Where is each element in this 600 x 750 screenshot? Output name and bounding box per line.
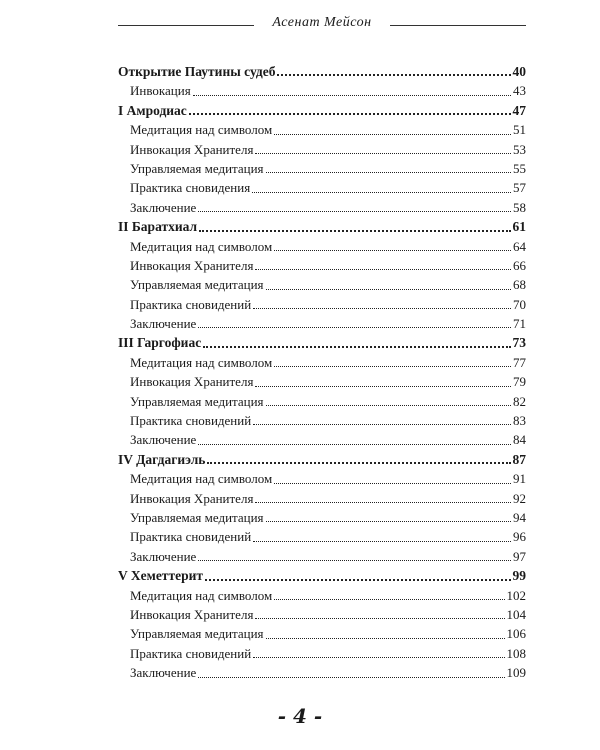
toc-subentry <box>118 624 526 643</box>
toc-page-number: 73 <box>512 335 526 351</box>
dot-leader <box>207 462 510 464</box>
toc-subentry <box>118 527 526 546</box>
toc-page-number: 97 <box>513 548 526 564</box>
toc-entry-title: Заключение <box>130 199 197 215</box>
toc-page-number: 96 <box>513 529 526 545</box>
toc-subentry <box>118 644 526 663</box>
dot-leader <box>198 677 504 678</box>
toc-subentry <box>118 508 526 527</box>
toc-subentry <box>118 256 526 275</box>
dot-leader <box>255 618 504 619</box>
toc-subentry <box>118 178 526 197</box>
toc-section-entry <box>118 217 526 236</box>
toc-subentry <box>118 547 526 566</box>
dot-leader <box>203 346 510 348</box>
toc-entry-title: III Гаргофиас <box>118 335 202 351</box>
toc-page-number: 57 <box>513 180 526 196</box>
toc-section-entry <box>118 62 526 81</box>
toc-subentry <box>118 430 526 449</box>
dot-leader <box>189 113 511 115</box>
toc-page-number: 82 <box>513 393 526 409</box>
toc-entry-title: Инвокация Хранителя <box>130 490 254 506</box>
toc-subentry <box>118 663 526 682</box>
dot-leader <box>266 289 511 290</box>
toc-page-number: 94 <box>513 509 526 525</box>
dot-leader <box>255 269 511 270</box>
table-of-contents <box>118 62 526 683</box>
toc-page-number: 70 <box>513 296 526 312</box>
dot-leader <box>274 599 504 600</box>
toc-subentry <box>118 275 526 294</box>
toc-entry-title: Управляемая медитация <box>130 509 264 525</box>
toc-entry-title: Практика сновидений <box>130 296 252 312</box>
dot-leader <box>205 579 511 581</box>
dot-leader <box>252 192 511 193</box>
dot-leader <box>198 444 511 445</box>
dot-leader <box>266 521 511 522</box>
toc-section-entry <box>118 333 526 352</box>
toc-page-number: 64 <box>513 238 526 254</box>
toc-entry-title: Медитация над символом <box>130 354 273 370</box>
dot-leader <box>274 250 511 251</box>
toc-entry-title: Инвокация <box>130 83 191 99</box>
toc-page-number: 92 <box>513 490 526 506</box>
toc-section-entry <box>118 566 526 585</box>
dot-leader <box>255 502 511 503</box>
dot-leader <box>277 74 510 76</box>
toc-page-number: 104 <box>506 606 526 622</box>
toc-entry-title: Практика сновидений <box>130 645 252 661</box>
dot-leader <box>266 405 511 406</box>
toc-page-number: 66 <box>513 257 526 273</box>
toc-page-number: 61 <box>512 219 526 235</box>
page-number: - 4 - <box>277 704 323 728</box>
toc-entry-title: Практика сновидений <box>130 529 252 545</box>
toc-page-number: 58 <box>513 199 526 215</box>
toc-page-number: 109 <box>506 665 526 681</box>
toc-subentry <box>118 81 526 100</box>
toc-subentry <box>118 159 526 178</box>
dot-leader <box>193 95 511 96</box>
dot-leader <box>274 366 511 367</box>
dot-leader <box>253 308 511 309</box>
header-rule-right <box>390 25 526 26</box>
toc-page-number: 71 <box>513 316 526 332</box>
toc-entry-title: Заключение <box>130 432 197 448</box>
toc-page-number: 91 <box>513 471 526 487</box>
toc-entry-title: Заключение <box>130 665 197 681</box>
toc-page-number: 84 <box>513 432 526 448</box>
toc-entry-title: Открытие Паутины судеб <box>118 64 276 79</box>
toc-subentry <box>118 140 526 159</box>
toc-entry-title: Управляемая медитация <box>130 160 264 176</box>
toc-entry-title: IV Дагдагиэль <box>118 451 206 467</box>
toc-page-number: 87 <box>512 451 526 467</box>
toc-entry-title: Практика сновидений <box>130 413 252 429</box>
running-title: Асенат Мейсон <box>272 15 372 30</box>
toc-subentry <box>118 392 526 411</box>
dot-leader <box>198 327 511 328</box>
dot-leader <box>199 230 510 232</box>
toc-page-number: 47 <box>512 102 526 118</box>
toc-page-number: 79 <box>513 374 526 390</box>
toc-page-number: 53 <box>513 141 526 157</box>
toc-entry-title: Медитация над символом <box>130 587 273 603</box>
running-header <box>118 14 526 36</box>
toc-section-entry <box>118 101 526 120</box>
toc-page-number: 106 <box>506 626 526 642</box>
toc-entry-title: Управляемая медитация <box>130 393 264 409</box>
toc-subentry <box>118 237 526 256</box>
dot-leader <box>198 211 511 212</box>
toc-subentry <box>118 295 526 314</box>
toc-subentry <box>118 198 526 217</box>
dot-leader <box>253 541 511 542</box>
toc-subentry <box>118 353 526 372</box>
toc-entry-title: II Баратхиал <box>118 219 198 235</box>
dot-leader <box>253 424 511 425</box>
toc-entry-title: Практика сновидения <box>130 180 251 196</box>
toc-entry-title: Медитация над символом <box>130 471 273 487</box>
toc-entry-title: I Амродиас <box>118 102 187 118</box>
toc-section-entry <box>118 450 526 469</box>
toc-page-number: 68 <box>513 277 526 293</box>
toc-subentry <box>118 586 526 605</box>
toc-page-number: 102 <box>506 587 526 603</box>
toc-page-number: 51 <box>513 122 526 138</box>
toc-page-number: 55 <box>513 160 526 176</box>
dot-leader <box>274 134 511 135</box>
toc-subentry <box>118 411 526 430</box>
toc-entry-title: Инвокация Хранителя <box>130 141 254 157</box>
toc-subentry <box>118 314 526 333</box>
dot-leader <box>255 386 511 387</box>
toc-page-number: 108 <box>506 645 526 661</box>
dot-leader <box>198 560 511 561</box>
toc-entry-title: Медитация над символом <box>130 122 273 138</box>
toc-subentry <box>118 469 526 488</box>
toc-page-number: 83 <box>513 413 526 429</box>
toc-page-number: 77 <box>513 354 526 370</box>
toc-subentry <box>118 489 526 508</box>
toc-entry-title: Заключение <box>130 548 197 564</box>
toc-entry-title: Инвокация Хранителя <box>130 374 254 390</box>
toc-page-number: 43 <box>513 83 526 99</box>
toc-entry-title: V Хеметтерит <box>118 568 203 584</box>
toc-subentry <box>118 120 526 139</box>
toc-page-number: 40 <box>512 64 526 79</box>
dot-leader <box>255 153 511 154</box>
toc-entry-title: Медитация над символом <box>130 238 273 254</box>
toc-entry-title: Управляемая медитация <box>130 277 264 293</box>
toc-entry-title: Инвокация Хранителя <box>130 606 254 622</box>
dot-leader <box>274 483 511 484</box>
toc-entry-title: Инвокация Хранителя <box>130 257 254 273</box>
toc-subentry <box>118 372 526 391</box>
toc-page-number: 99 <box>512 568 526 584</box>
dot-leader <box>266 638 505 639</box>
dot-leader <box>253 657 504 658</box>
dot-leader <box>266 172 511 173</box>
toc-entry-title: Заключение <box>130 316 197 332</box>
toc-entry-title: Управляемая медитация <box>130 626 264 642</box>
toc-subentry <box>118 605 526 624</box>
